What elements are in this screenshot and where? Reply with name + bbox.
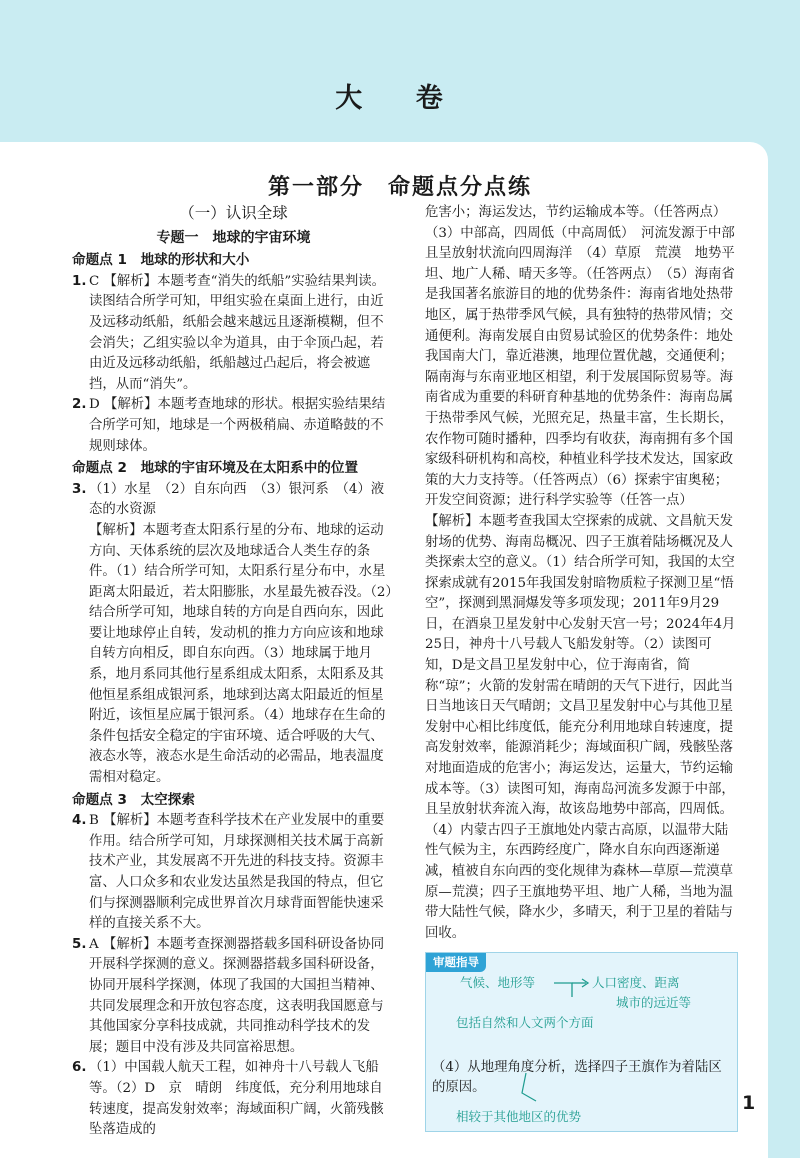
arrow-line [554, 983, 572, 997]
answer-text: B 【解析】本题考查科学技术在产业发展中的重要作用。结合所学可知，月球探测相关技术属于高新技术产业，其发展离不开先进的科技支持。资源丰富、人口众多和农业发达虽然是我国的特点，但它们与探测器顺利完成世界首次月球背面智能快速采样的直接关系不大。 [89, 813, 385, 932]
reading-guide-tag: 审题指导 [426, 953, 486, 972]
guide-note-density: 人口密度、距离 [592, 975, 680, 991]
guide-note-compare: 相较于其他地区的优势 [456, 1109, 582, 1125]
right-column [425, 203, 738, 1132]
answer-item-1 [72, 272, 395, 396]
guide-note-nature: 包括自然和人文两个方面 [456, 1015, 594, 1031]
answer-text: D 【解析】本题考查地球的形状。根据实验结果结合所学可知，地球是一个两极稍扁、赤道略鼓的不规则球体。 [89, 397, 386, 454]
left-column [72, 203, 395, 1141]
answer-text: C 【解析】本题考查“消失的纸船”实验结果判读。读图结合所学可知，甲组实验在桌面上进行，由近及远移动纸船，纸船会越来越远且逐渐模糊，但不会消失；乙组实验以伞为道具，由于伞顶凸起，若由近及远移动纸船，纸船越过凸起后，将会被遮挡，从而“消失”。 [89, 273, 386, 392]
volume-title: 大 卷 [335, 83, 465, 114]
guide-arrows [426, 953, 737, 1131]
guide-note-city: 城市的远近等 [616, 995, 692, 1011]
item-number: 5. [72, 936, 87, 952]
item-number: 1. [72, 273, 87, 289]
answer-item-2 [72, 395, 395, 457]
guide-question: （4）从地理角度分析，选择四子王旗作为着陆区的原因。 [432, 1059, 722, 1096]
answer-text: （1）水星 （2）自东向西 （3）银河系 （4）液态的水资源 [89, 481, 385, 518]
answer-text: A 【解析】本题考查探测器搭载多国科研设备协同开展科学探测的意义。探测器搭载多国科研设备，协同开展科学探测，体现了我国的大国担当精神、共同发展理念和开放包容态度，这表明我国愿意与其他国家分享科技成就，共同推动科学技术的发展；题目中没有涉及共同富裕思想。 [89, 936, 385, 1055]
point-heading-1: 命题点 1 地球的形状和大小 [72, 252, 250, 269]
point-heading-2: 命题点 2 地球的宇宙环境及在太阳系中的位置 [72, 460, 359, 477]
point-heading-3: 命题点 3 太空探索 [72, 791, 195, 808]
page-number: 1 [742, 1092, 756, 1114]
analysis-text: 【解析】本题考查太阳系行星的分布、地球的运动方向、天体系统的层次及地球适合人类生存的条件。（1）结合所学可知，太阳系行星分布中，水星距离太阳最近，若太阳膨胀，水星最先被吞没。（2）结合所学可知，地球自转的方向是自西向东，因此要让地球停止自转，发动机的推力方向应该和地球自转方向相反，即自东向西。（3）地球属于地月系，地月系同其他行星系组成太阳系，太阳系及其他恒星系组成银河系，地球到达离太阳最近的恒星附近，该恒星应属于银河系。（4）地球存在生命的条件包括安全稳定的宇宙环境、适合呼吸的大气、液态水等，液态水是生命活动的必需品，地表温度需相对稳定。 [89, 522, 393, 786]
topic-heading: 专题一 地球的宇宙环境 [156, 229, 311, 246]
item-number: 2. [72, 397, 87, 413]
answer-item-3 [72, 480, 395, 789]
guide-note-climate: 气候、地形等 [460, 975, 536, 991]
reading-guide-box [425, 952, 738, 1132]
section-heading: （一）认识全球 [179, 204, 288, 222]
answer-continuation: 危害小；海运发达，节约运输成本等。（任答两点）（3）中部高，四周低（中高周低） 河流发源于中部且呈放射状流向四周海洋 （4）草原 荒漠 地势平坦、地广人稀、晴天多等。（任答两点） （5）海南省是我国著名旅游目的地的优势条件：海南省地处热带地区，属于热带季风气候，具有独特的热带风情；交通便利。海南发展自由贸易试验区的优势条件：地处我国南大门，靠近港澳，地理位置优越，交通便利；隔南海与东南亚地区相望，利于发展国际贸易等。海南省成为重要的科研育种基地的优势条件：海南岛属于热带季风气候，光照充足，热量丰富，生长期长，农作物可随时播种，四季均有收获，海南拥有多个国家级科研机构和高校，种植业科学技术发达，国家政策的大力支持等。（任答两点）（6）探索宇宙奥秘；开发空间资源；进行科学实验等（任答一点） [425, 205, 735, 509]
part-title: 第一部分 命题点分点练 [267, 175, 532, 200]
analysis-text: 【解析】本题考查我国太空探索的成就、文昌航天发射场的优势、海南岛概况、四子王旗着陆场概况及人类探索太空的意义。（1）结合所学可知，我国的太空探索成就有2015年我国发射暗物质粒子探测卫星“悟空”，探测到黑洞爆发等多项发现；2011年9月29日，在酒泉卫星发射中心发射天宫一号；2024年4月25日，神舟十八号载人飞船发射等。（2）读图可知，D是文昌卫星发射中心，位于海南省，简称“琼”；火箭的发射需在晴朗的天气下进行，因此当日当地该日天气晴朗；文昌卫星发射中心与其他卫星发射中心相比纬度低，能充分利用地球自转速度，提高发射效率，能源消耗少；海域面积广阔，残骸坠落对地面造成的危害小；海运发达，运量大，节约运输成本等。（3）读图可知，海南岛河流多发源于中部，且呈放射状奔流入海，故该岛地势中部高，四周低。（4）内蒙古四子王旗地处内蒙古高原，以温带大陆性气候为主，东西跨经度广，降水自东向西逐渐递减，植被自东向西的变化规律为森林—草原—荒漠草原—荒漠；四子王旗地势平坦、地广人稀，当地为温带大陆性气候，降水少，多晴天，利于卫星的着陆与回收。 [425, 513, 736, 941]
answer-text: （1）中国载人航天工程，如神舟十八号载人飞船等。（2）D 京 晴朗 纬度低，充分利用地球自转速度，提高发射效率；海域面积广阔，火箭残骸坠落造成的 [89, 1060, 384, 1138]
item-number: 6. [72, 1060, 87, 1076]
item-number: 4. [72, 813, 87, 829]
answer-item-5 [72, 935, 395, 1059]
item-number: 3. [72, 481, 87, 497]
answer-item-6 [72, 1058, 395, 1140]
answer-item-4 [72, 811, 395, 935]
